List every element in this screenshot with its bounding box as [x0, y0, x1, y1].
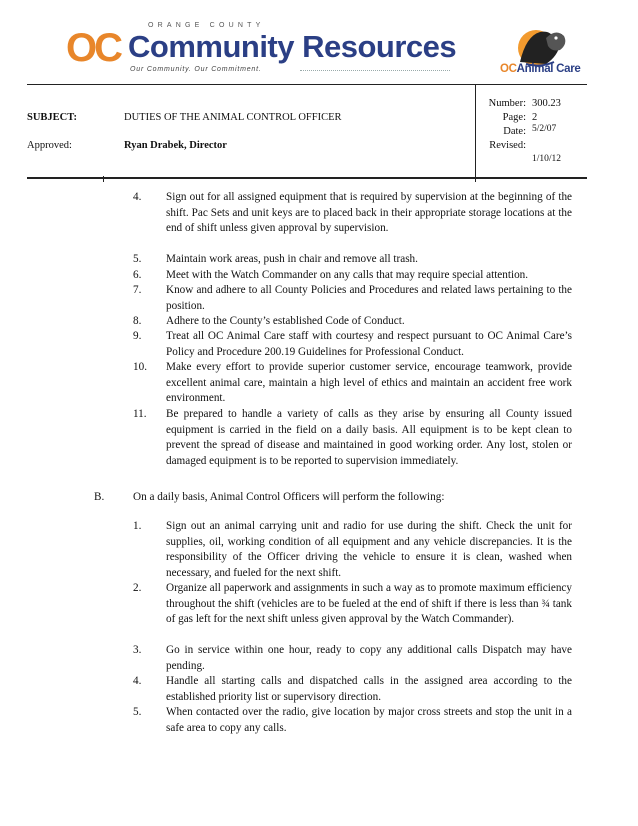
section-letter: B. — [94, 491, 105, 503]
page-label: Page: — [502, 112, 526, 123]
approved-label: Approved: — [27, 140, 72, 151]
oc-logo — [66, 28, 120, 68]
list-item-text: Make every effort to provide superior customer service, encourage teamwork, provide excellent animal care, maintain a high level of ethics and maintain an accident free work environment. — [166, 361, 572, 404]
list-item-text: Sign out an animal carrying unit and radio for use during the shift. Check the unit for supplies, oil, working condition of all equipment and any vehicle discrepancies. It is the responsibility of the Officer driving the vehicle to ensure it is clean, washed when necessary, and fueled for the next shift. — [166, 520, 572, 579]
list-item-number: 1. — [133, 520, 142, 532]
number-value: 300.23 — [532, 98, 561, 109]
list-item-number: 11. — [133, 408, 147, 420]
list-item-number: 5. — [133, 706, 142, 718]
oc-logo-text: OC — [66, 26, 120, 70]
list-item-number: 6. — [133, 269, 142, 281]
list-item-number: 8. — [133, 315, 142, 327]
animal-care-logo-text — [500, 63, 580, 75]
list-item-number: 5. — [133, 253, 142, 265]
animal-care-name: Animal Care — [516, 63, 581, 75]
list-item-text: Maintain work areas, push in chair and remove all trash. — [166, 253, 418, 265]
approved-value: Ryan Drabek, Director — [124, 140, 227, 151]
list-item-text: Be prepared to handle a variety of calls as they arise by ensuring all County issued equipment is carried in the field on a daily basis. All equipment is to be kept clean to prevent the spread of disease and maintained in good working order. Any lost, stolen or damaged equipment is to be reported to supervision immediately. — [166, 408, 572, 467]
list-item-text: Know and adhere to all County Policies and Procedures and related laws pertaining to the position. — [166, 284, 572, 312]
list-item-text: Handle all starting calls and dispatched calls in the assigned area according to the established priority list or supervisory direction. — [166, 675, 572, 703]
date-label: Date: — [503, 126, 526, 137]
list-item-text: When contacted over the radio, give location by major cross streets and stop the unit in a safe area to copy any calls. — [166, 706, 572, 734]
list-item-text: Sign out for all assigned equipment that is required by supervision at the beginning of the shift. Pac Sets and unit keys are to placed back in their appropriate storage locations at the end of shift unless given approval by supervision. — [166, 191, 572, 234]
header-tick — [103, 176, 104, 182]
subject-value: DUTIES OF THE ANIMAL CONTROL OFFICER — [124, 112, 342, 123]
list-item-number: 2. — [133, 582, 142, 594]
list-item-number: 3. — [133, 644, 142, 656]
list-item-text: Meet with the Watch Commander on any calls that may require special attention. — [166, 269, 529, 281]
date-value: 5/2/07 — [532, 124, 557, 134]
logo-tagline: Our Community. Our Commitment. — [130, 66, 262, 73]
header-divider — [475, 84, 476, 176]
logo-divider — [300, 70, 450, 71]
county-label: ORANGE COUNTY — [148, 22, 265, 29]
list-item-text: Treat all OC Animal Care staff with courtesy and respect pursuant to OC Animal Care’s Policy and Procedure 200.19 Guidelines for Professional Conduct. — [166, 330, 572, 358]
list-item-number: 4. — [133, 675, 142, 687]
animal-care-oc: OC — [500, 63, 517, 75]
list-item-number: 7. — [133, 284, 142, 296]
header-tick — [475, 176, 476, 182]
community-resources-logo-text: Community Resources — [128, 29, 457, 64]
list-item-text: Adhere to the County’s established Code of Conduct. — [166, 315, 405, 327]
subject-label: SUBJECT: — [27, 112, 77, 123]
page-value: 2 — [532, 112, 538, 123]
number-label: Number: — [488, 98, 526, 109]
list-item-text: Organize all paperwork and assignments in such a way as to promote maximum efficiency throughout the shift (vehicles are to be fueled at the end of shift if there is less than ¾ tank of gas left for the next shift unless given approval by the Watch Commander). — [166, 582, 572, 625]
list-item-number: 10. — [133, 361, 147, 373]
revised-value: 1/10/12 — [532, 154, 562, 164]
section-heading: On a daily basis, Animal Control Officers will perform the following: — [133, 491, 445, 503]
revised-label: Revised: — [489, 140, 526, 151]
list-item-text: Go in service within one hour, ready to copy any additional calls Dispatch may have pending. — [166, 644, 572, 672]
list-item-number: 4. — [133, 191, 142, 203]
list-item-number: 9. — [133, 330, 142, 342]
